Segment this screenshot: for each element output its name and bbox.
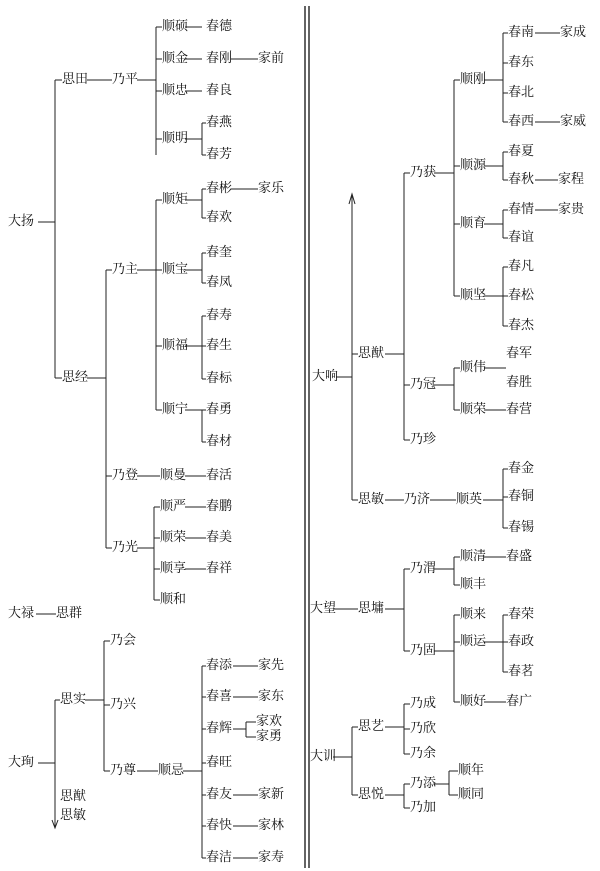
node-siqun: 思群 [56, 606, 83, 621]
node-naiguang: 乃光 [112, 540, 139, 555]
node-chuntong: 春铜 [508, 489, 535, 504]
node-chunqing: 春情 [508, 202, 535, 217]
node-shunyuan: 顺源 [460, 158, 487, 173]
node-chunxi: 春喜 [206, 689, 233, 704]
node-naiwei: 乃固 [410, 643, 437, 658]
node-dalu: 大禄 [8, 606, 35, 621]
node-chunwang: 春旺 [206, 755, 233, 770]
node-chunhuo: 春活 [206, 468, 233, 483]
node-shunying: 顺英 [456, 492, 483, 507]
node-naiping: 乃平 [112, 72, 139, 87]
node-shunbao: 顺宝 [162, 262, 189, 277]
node-daxun: 大训 [310, 749, 337, 764]
node-chunkuai: 春快 [206, 818, 233, 833]
node-jiaxian: 家先 [258, 658, 285, 673]
node-chunhuan: 春欢 [206, 210, 233, 225]
node-sitian: 思田 [62, 72, 89, 87]
node-chunxi-r: 春西 [508, 114, 535, 129]
node-chunsheng: 春生 [206, 338, 233, 353]
node-siyue: 思悦 [358, 787, 385, 802]
node-jiawei: 家威 [560, 114, 587, 129]
node-naijia: 乃加 [410, 800, 437, 815]
node-naixin: 乃欣 [410, 721, 437, 736]
node-shunyu: 顺育 [460, 216, 487, 231]
node-chungang-l: 春刚 [206, 51, 233, 66]
node-shunjian: 顺坚 [460, 288, 487, 303]
node-shunrong-l: 顺荣 [160, 530, 187, 545]
node-chunjie: 春杰 [508, 318, 535, 333]
node-simin: 思敏 [60, 808, 87, 823]
node-dagou: 大珣 [8, 755, 35, 770]
node-shunzhong: 顺忠 [162, 83, 189, 98]
node-shunfeng: 顺丰 [460, 577, 487, 592]
node-naiping2: 乃渭 [410, 561, 437, 576]
node-shunyun: 顺运 [460, 634, 487, 649]
node-naiguan: 乃冠 [410, 377, 437, 392]
node-chunrong: 春荣 [508, 607, 535, 622]
node-sishi: 思实 [60, 692, 87, 707]
node-daxiang: 大响 [312, 369, 339, 384]
node-chunsheng-r: 春胜 [506, 375, 533, 390]
node-chunbei: 春北 [508, 85, 535, 100]
node-chunyou: 春友 [206, 787, 233, 802]
node-chunsong: 春松 [508, 288, 535, 303]
node-jiashou: 家寿 [258, 850, 285, 865]
node-chunming: 春茗 [508, 664, 535, 679]
node-chunfan: 春凡 [508, 259, 535, 274]
node-chunhui: 春辉 [206, 721, 233, 736]
node-chunguang: 春广 [506, 694, 533, 709]
node-chunjin: 春金 [508, 461, 535, 476]
node-chunjie-l: 春洁 [206, 850, 233, 865]
node-jiahuan: 家欢 [256, 714, 283, 729]
node-shunqing: 顺清 [460, 549, 487, 564]
node-naicheng: 乃成 [410, 696, 437, 711]
node-chunxiang: 春祥 [206, 561, 233, 576]
node-naideng: 乃登 [112, 468, 139, 483]
node-chunyong: 春勇 [206, 402, 233, 417]
node-chunde: 春德 [206, 19, 233, 34]
node-sixian: 思猷 [60, 789, 87, 804]
node-shunfu: 顺福 [162, 338, 189, 353]
node-shunyan: 顺严 [160, 499, 187, 514]
node-chunkui: 春奎 [206, 245, 233, 260]
node-shunnian: 顺年 [458, 763, 485, 778]
node-chunxi2: 春锡 [508, 520, 535, 535]
node-shunlai: 顺来 [460, 607, 487, 622]
node-chunmei: 春美 [206, 530, 233, 545]
node-shungang: 顺刚 [460, 72, 487, 87]
node-sixian-r: 思猷 [358, 346, 385, 361]
node-shunning: 顺宁 [162, 402, 189, 417]
node-chunpeng: 春鹏 [206, 499, 233, 514]
node-jiale: 家乐 [258, 181, 285, 196]
node-shunming: 顺明 [162, 131, 189, 146]
node-sijing: 思经 [62, 370, 89, 385]
node-chunliang: 春良 [206, 83, 233, 98]
node-shuntong: 顺同 [458, 787, 485, 802]
node-naizhen: 乃珍 [410, 432, 437, 447]
node-jiacheng2: 家程 [558, 172, 585, 187]
node-chunfeng: 春凤 [206, 275, 233, 290]
node-jiadong: 家东 [258, 689, 285, 704]
node-naitian: 乃添 [410, 776, 437, 791]
node-chunnan: 春南 [508, 25, 535, 40]
node-chunbin: 春彬 [206, 181, 233, 196]
node-chundong: 春东 [508, 55, 535, 70]
node-shunhao: 顺好 [460, 694, 487, 709]
node-chunfang: 春芳 [206, 147, 233, 162]
node-naiji: 乃济 [404, 492, 431, 507]
node-naihuo: 乃获 [410, 165, 437, 180]
node-jialin: 家林 [258, 818, 285, 833]
node-shunhe: 顺和 [160, 592, 187, 607]
node-dawang: 大望 [310, 601, 337, 616]
node-naizun: 乃尊 [110, 763, 137, 778]
node-shunzhong2: 顺忌 [158, 763, 185, 778]
node-chunbiao: 春标 [206, 371, 233, 386]
node-shunman: 顺曼 [160, 468, 187, 483]
node-chunxia: 春夏 [508, 144, 535, 159]
node-jiaqian: 家前 [258, 51, 285, 66]
node-chunyi: 春谊 [508, 230, 535, 245]
node-shunxiang: 顺享 [160, 561, 187, 576]
node-shunrong-r: 顺荣 [460, 402, 487, 417]
node-chunyan: 春燕 [206, 115, 233, 130]
node-chunzheng: 春政 [508, 634, 535, 649]
node-simin-r: 思敏 [358, 492, 385, 507]
node-jiagui: 家贵 [558, 202, 585, 217]
node-shunwei: 顺伟 [460, 360, 487, 375]
node-chunjun: 春军 [506, 346, 533, 361]
node-chunqiu: 春秋 [508, 172, 535, 187]
node-jiayong: 家勇 [256, 729, 283, 744]
node-jiacheng: 家成 [560, 25, 587, 40]
node-dayang: 大扬 [8, 214, 35, 229]
node-shunshuo: 顺硕 [162, 19, 189, 34]
node-siyong: 思墉 [358, 601, 385, 616]
node-shunju: 顺矩 [162, 192, 189, 207]
node-chunying: 春营 [506, 402, 533, 417]
node-jiaxin: 家新 [258, 787, 285, 802]
node-chuncai: 春材 [206, 434, 233, 449]
node-chunsheng2: 春盛 [506, 549, 533, 564]
node-naixing: 乃兴 [110, 697, 137, 712]
node-chuntian: 春添 [206, 658, 233, 673]
node-naiyu: 乃余 [410, 746, 437, 761]
node-naizhu: 乃主 [112, 262, 139, 277]
node-siyi: 思艺 [358, 719, 385, 734]
node-naihui: 乃会 [110, 633, 137, 648]
node-shunjin: 顺金 [162, 51, 189, 66]
node-chunshou: 春寿 [206, 308, 233, 323]
